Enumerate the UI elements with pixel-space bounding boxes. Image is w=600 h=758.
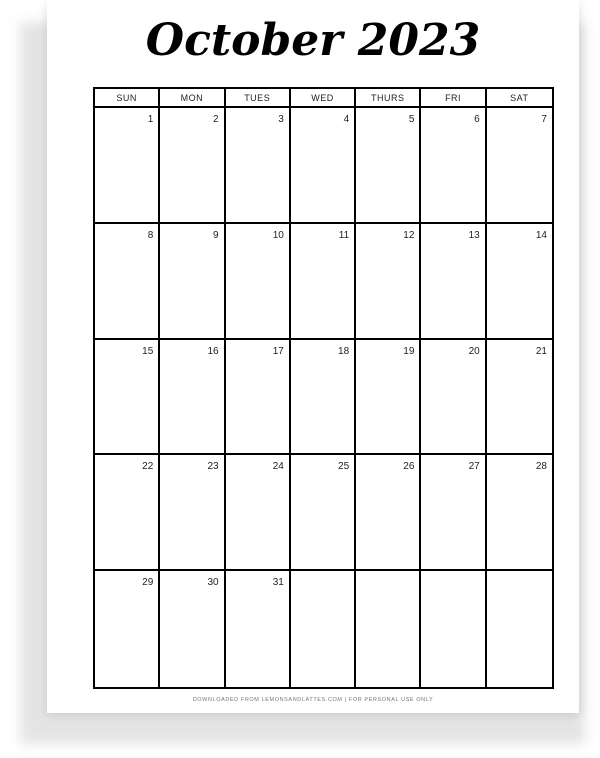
day-number: 17 xyxy=(272,345,284,357)
calendar-title: October 2023 xyxy=(145,15,481,66)
day-cell xyxy=(356,108,421,224)
day-cell xyxy=(421,340,486,456)
day-number: 24 xyxy=(272,461,284,473)
day-number: 9 xyxy=(213,229,219,241)
day-number: 19 xyxy=(403,345,415,357)
day-number: 10 xyxy=(272,229,284,241)
day-cell xyxy=(160,455,225,571)
day-cell xyxy=(487,455,552,571)
weekday-header-sun: SUN xyxy=(95,89,160,108)
day-cell xyxy=(226,224,291,340)
day-cell xyxy=(487,340,552,456)
day-number: 5 xyxy=(408,114,415,125)
day-number: 29 xyxy=(142,577,154,589)
day-cell xyxy=(95,224,160,340)
day-number: 26 xyxy=(403,461,415,473)
day-cell xyxy=(356,340,421,456)
day-number: 23 xyxy=(207,461,219,473)
day-cell xyxy=(291,571,356,687)
day-number: 11 xyxy=(338,229,350,241)
day-number: 28 xyxy=(535,461,547,473)
day-number: 25 xyxy=(338,461,350,473)
day-number: 18 xyxy=(338,345,350,357)
day-cell xyxy=(487,571,552,687)
day-number: 12 xyxy=(403,229,415,241)
day-cell xyxy=(356,224,421,340)
weekday-header-thurs: THURS xyxy=(356,89,421,108)
day-number: 30 xyxy=(207,577,219,589)
day-cell xyxy=(291,108,356,224)
day-number: 7 xyxy=(541,114,547,125)
day-cell xyxy=(421,571,486,687)
footer-note: DOWNLOADED FROM LEMONSANDLATTES.COM | FOR PERSONAL USE ONLY xyxy=(192,697,434,703)
day-cell xyxy=(356,571,421,687)
day-number: 8 xyxy=(147,229,154,241)
day-cell xyxy=(226,340,291,456)
day-cell xyxy=(421,108,486,224)
day-number: 22 xyxy=(142,461,154,473)
day-cell xyxy=(291,455,356,571)
day-cell xyxy=(421,455,486,571)
day-number: 31 xyxy=(272,577,284,589)
day-cell xyxy=(356,455,421,571)
day-cell xyxy=(487,108,552,224)
day-number: 4 xyxy=(343,114,350,125)
day-cell xyxy=(95,455,160,571)
day-cell xyxy=(160,224,225,340)
day-cell xyxy=(95,340,160,456)
day-cell xyxy=(291,340,356,456)
day-cell xyxy=(95,108,160,224)
day-cell xyxy=(160,340,225,456)
calendar-grid xyxy=(93,87,554,689)
day-cell xyxy=(421,224,486,340)
weekday-header-mon: MON xyxy=(160,89,225,108)
day-number: 27 xyxy=(468,461,480,473)
day-number: 21 xyxy=(535,345,547,357)
day-number: 13 xyxy=(468,229,480,241)
day-number: 3 xyxy=(278,114,284,125)
day-number: 6 xyxy=(474,114,480,125)
weekday-header-tues: TUES xyxy=(226,89,291,108)
weekday-header-wed: WED xyxy=(291,89,356,108)
day-number: 15 xyxy=(142,345,154,357)
day-number: 14 xyxy=(535,229,547,241)
day-cell xyxy=(487,224,552,340)
weekday-header-sat: SAT xyxy=(487,89,552,108)
day-cell xyxy=(160,571,225,687)
weekday-header-fri: FRI xyxy=(421,89,486,108)
day-cell xyxy=(95,571,160,687)
day-cell xyxy=(160,108,225,224)
day-cell xyxy=(226,108,291,224)
day-cell xyxy=(291,224,356,340)
day-number: 16 xyxy=(207,345,219,357)
day-number: 1 xyxy=(147,114,154,125)
day-cell xyxy=(226,571,291,687)
day-number: 2 xyxy=(213,114,219,125)
day-cell xyxy=(226,455,291,571)
day-number: 20 xyxy=(468,345,480,357)
